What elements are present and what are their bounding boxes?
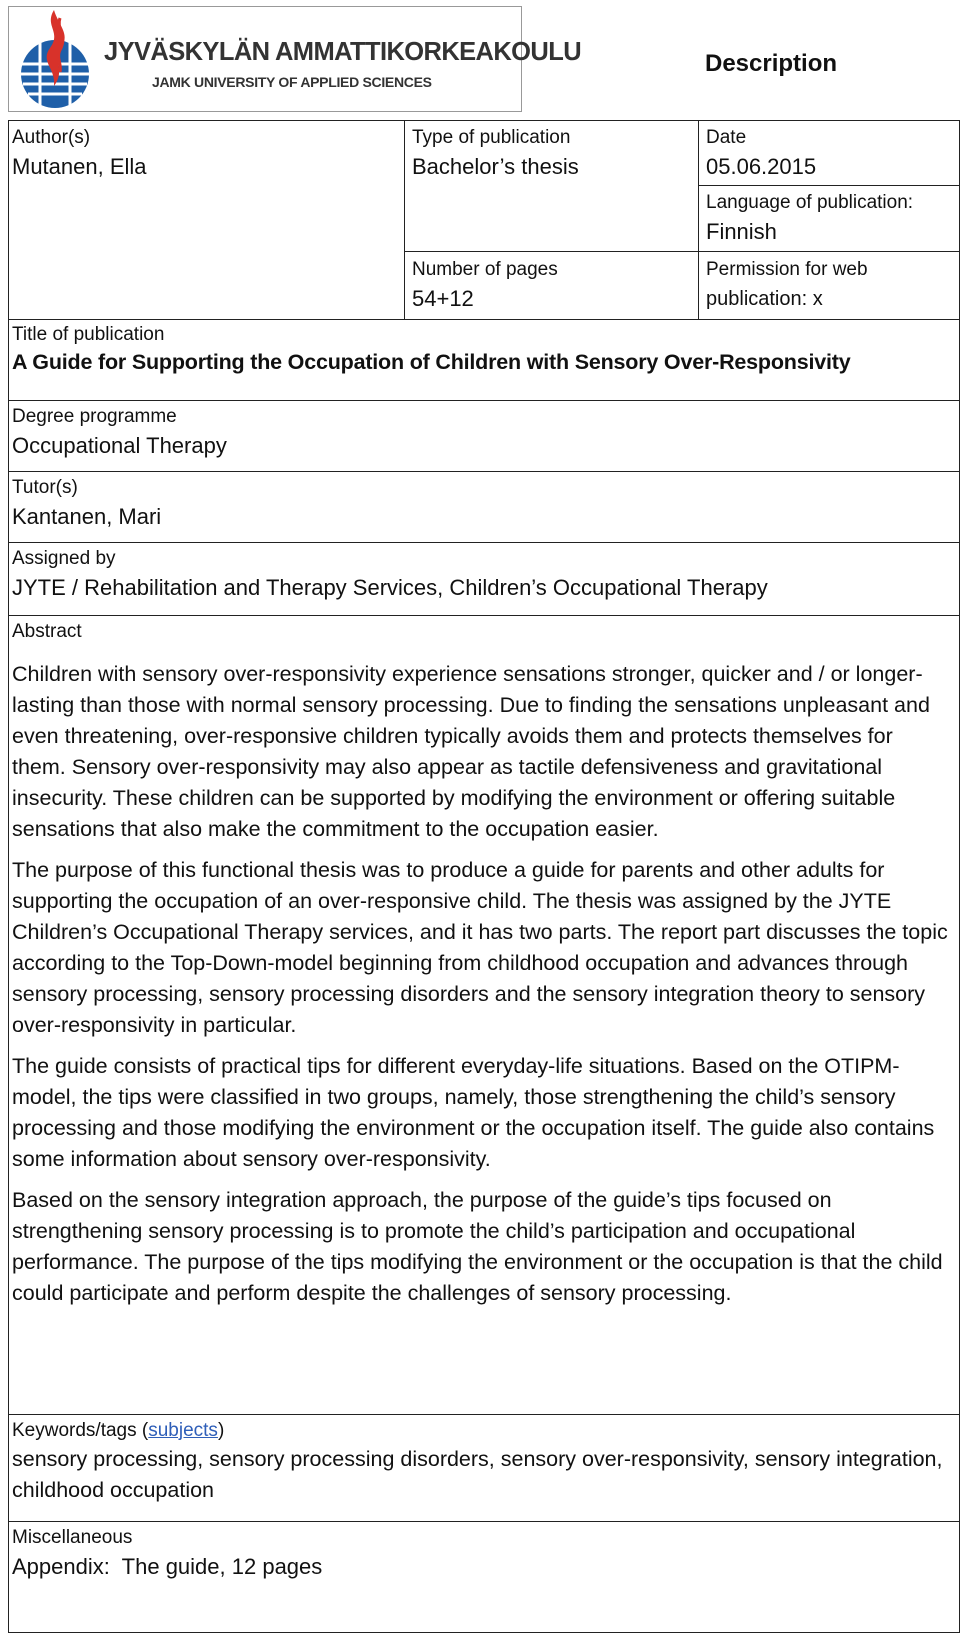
logo-text-sub: JAMK UNIVERSITY OF APPLIED SCIENCES <box>152 74 432 90</box>
title-label: Title of publication <box>12 324 165 345</box>
pages-value: 54+12 <box>412 286 474 311</box>
divider <box>698 120 699 320</box>
tutor-label: Tutor(s) <box>12 477 78 498</box>
abstract-paragraph: Based on the sensory integration approach, the purpose of the guide’s tips focused on strengthening sensory processing is to promote the child’s participation and occupational performance. The purpose of the tips modifying the environment or the occupation is that the child could participate and perform despite the challenges of sensory processing. <box>12 1188 943 1305</box>
abstract-paragraph: The guide consists of practical tips for different everyday-life situations. Based on the OTIPM-model, the tips were classified in two groups, namely, those strengthening the child’s sensory processing and those modifying the environment or the occupation itself. The guide also contains some information about sensory over-responsivity. <box>12 1054 935 1171</box>
author-label: Author(s) <box>12 127 91 148</box>
language-value: Finnish <box>706 219 777 244</box>
date-value: 05.06.2015 <box>706 154 817 179</box>
assigned-value: JYTE / Rehabilitation and Therapy Services, Children’s Occupational Therapy <box>12 575 768 600</box>
degree-value: Occupational Therapy <box>12 433 227 458</box>
keywords-value: sensory processing, sensory processing disorders, sensory over-responsivity, sensory integration, childhood occupation <box>12 1447 943 1502</box>
abstract-label: Abstract <box>12 621 82 642</box>
assigned-label: Assigned by <box>12 548 116 569</box>
keywords-label <box>12 1419 224 1443</box>
abstract-paragraph: The purpose of this functional thesis was to produce a guide for parents and other adults for supporting the occupation of an over-responsive child. The thesis was assigned by the JYTE Children’s Occupational Therapy services, and it has two parts. The report part discusses the topic according to the Top-Down-model beginning from childhood occupation and advances through sensory processing, sensory processing disorders and the sensory integration theory to sensory over-responsivity in particular. <box>12 858 948 1037</box>
pages-label: Number of pages <box>412 259 558 280</box>
divider <box>698 185 960 186</box>
language-label: Language of publication: <box>706 192 914 213</box>
divider <box>404 251 960 252</box>
type-label: Type of publication <box>412 127 571 148</box>
misc-label: Miscellaneous <box>12 1527 133 1548</box>
degree-label: Degree programme <box>12 406 177 427</box>
date-label: Date <box>706 127 747 148</box>
logo-text-main: JYVÄSKYLÄN AMMATTIKORKEAKOULU <box>104 38 582 66</box>
type-value: Bachelor’s thesis <box>412 154 579 179</box>
jamk-logo-icon <box>10 8 100 110</box>
divider <box>404 120 405 320</box>
misc-value: Appendix: The guide, 12 pages <box>12 1554 323 1579</box>
permission-line2: publication: x <box>706 288 823 310</box>
author-value: Mutanen, Ella <box>12 154 147 179</box>
keywords-label-suffix: ) <box>217 1420 225 1441</box>
abstract-paragraph: Children with sensory over-responsivity experience sensations stronger, quicker and / or longer-lasting than those with normal sensory processing. Due to finding the sensations unpleasant and even threatening, over-responsive children typically avoids them and protects themselves for them. Sensory over-responsivity may also appear as tactile defensiveness and gravitational insecurity. These children can be supported by modifying the environment or offering suitable sensations that also make the commitment to the occupation easier. <box>12 662 930 841</box>
doc-heading: Description <box>705 50 838 77</box>
abstract-body <box>12 659 948 1319</box>
publication-title: A Guide for Supporting the Occupation of Children with Sensory Over-Responsivity <box>12 350 851 374</box>
subjects-link[interactable]: subjects <box>148 1420 218 1441</box>
tutor-value: Kantanen, Mari <box>12 504 162 529</box>
keywords-label-prefix: Keywords/tags ( <box>12 1420 149 1441</box>
permission-line1: Permission for web <box>706 259 868 280</box>
